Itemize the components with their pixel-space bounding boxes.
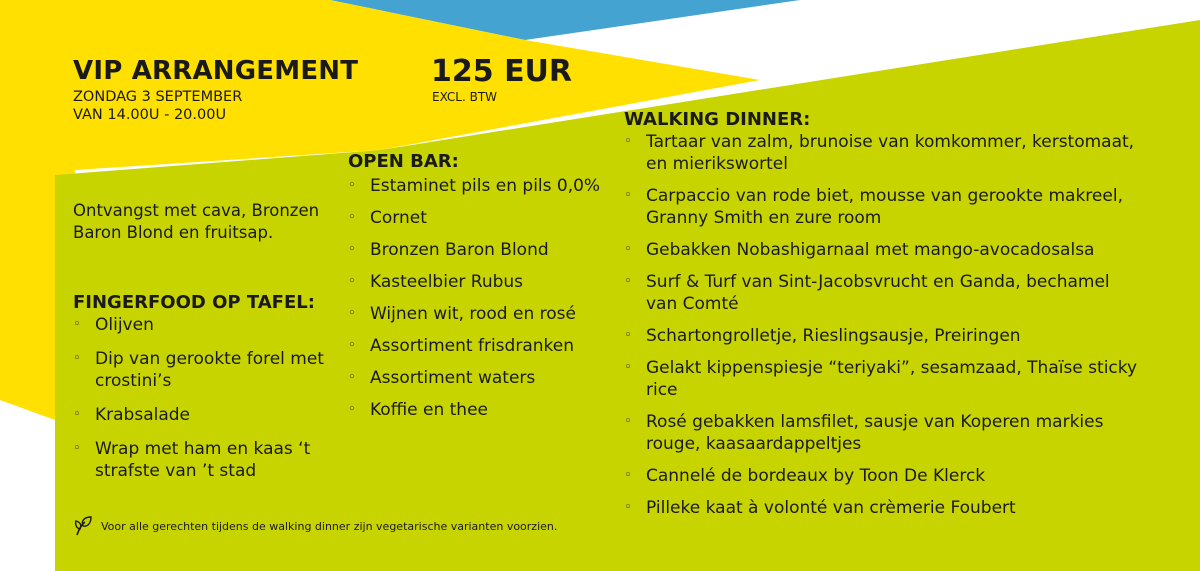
price: 125 EUR <box>431 54 573 89</box>
list-item: ◦ Cannelé de bordeaux by Toon De Klerck <box>624 465 1144 487</box>
list-item: ◦ Carpaccio van rode biet, mousse van gerookte makreel, Granny Smith en zure room <box>624 185 1144 229</box>
list-item: ◦ Cornet <box>348 207 618 229</box>
open-bar-heading: OPEN BAR: <box>348 151 459 172</box>
list-item: ◦ Schartongrolletje, Rieslingsausje, Preiringen <box>624 325 1144 347</box>
open-bar-list <box>348 175 618 431</box>
leaf-icon <box>73 515 95 537</box>
list-item: ◦ Kasteelbier Rubus <box>348 271 618 293</box>
list-item: ◦ Dip van gerookte forel met crostini’s <box>73 348 338 392</box>
list-item: ◦ Gelakt kippenspiesje “teriyaki”, sesamzaad, Thaïse sticky rice <box>624 357 1144 401</box>
list-item: ◦ Koffie en thee <box>348 399 618 421</box>
list-item: ◦ Pilleke kaat à volonté van crèmerie Foubert <box>624 497 1144 519</box>
list-item: ◦ Tartaar van zalm, brunoise van komkommer, kerstomaat, en mierikswortel <box>624 131 1144 175</box>
list-item: ◦ Wrap met ham en kaas ‘t strafste van ’t stad <box>73 438 338 482</box>
list-item: ◦ Surf & Turf van Sint-Jacobsvrucht en Ganda, bechamel van Comté <box>624 271 1144 315</box>
intro-text: Ontvangst met cava, Bronzen Baron Blond en fruitsap. <box>73 201 320 242</box>
fingerfood-list <box>73 314 338 494</box>
footnote-text: Voor alle gerechten tijdens de walking dinner zijn vegetarische varianten voorzien. <box>101 519 558 533</box>
price-note: EXCL. BTW <box>432 90 498 104</box>
walking-dinner-list <box>624 131 1144 529</box>
footnote <box>73 515 557 537</box>
list-item: ◦ Assortiment waters <box>348 367 618 389</box>
page-title: VIP ARRANGEMENT <box>73 56 359 86</box>
list-item: ◦ Olijven <box>73 314 338 336</box>
event-date: ZONDAG 3 SEPTEMBER <box>73 89 243 105</box>
walking-dinner-heading: WALKING DINNER: <box>624 109 811 130</box>
list-item: ◦ Bronzen Baron Blond <box>348 239 618 261</box>
list-item: ◦ Gebakken Nobashigarnaal met mango-avocadosalsa <box>624 239 1144 261</box>
event-time: VAN 14.00U - 20.00U <box>73 107 227 123</box>
list-item: ◦ Wijnen wit, rood en rosé <box>348 303 618 325</box>
list-item: ◦ Estaminet pils en pils 0,0% <box>348 175 618 197</box>
list-item: ◦ Krabsalade <box>73 404 338 426</box>
list-item: ◦ Rosé gebakken lamsfilet, sausje van Koperen markies rouge, kaasaardappeltjes <box>624 411 1144 455</box>
list-item: ◦ Assortiment frisdranken <box>348 335 618 357</box>
fingerfood-heading: FINGERFOOD OP TAFEL: <box>73 292 315 313</box>
